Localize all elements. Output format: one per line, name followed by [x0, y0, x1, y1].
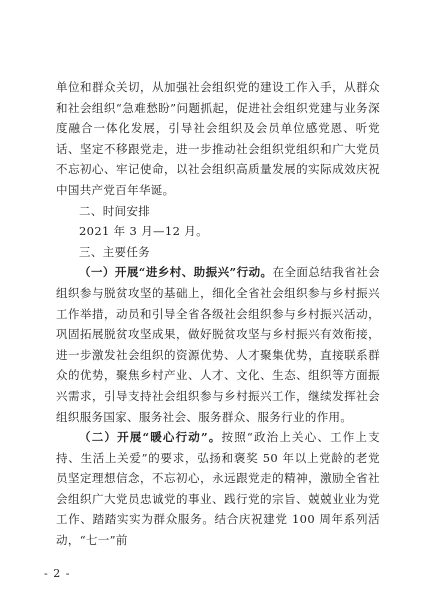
section-2-heading: 二、时间安排	[79, 203, 151, 218]
task-2-title: （二）开展“暖心行动”。	[79, 430, 222, 445]
intro-paragraph: 单位和群众关切，从加强社会组织党的建设工作入手，从群众和社会组织“急难愁盼”问题抓起，促进社会组织党建与业务深度融合一体化发展，引导社会组织及会员单位感党恩、听党话、坚定不移跟党走，进一步推动社会组织党组织和广大党员不忘初心、牢记使命，以社会组织高质量发展的实际成效庆祝中国共产党百年华诞。	[56, 80, 380, 197]
task-1-body: 在全面总结我省社会组织参与脱贫攻坚的基础上，细化全省社会组织参与乡村振兴工作举措，动员和引导全省各级社会组织参与乡村振兴活动，巩固拓展脱贫攻坚成果，做好脱贫攻坚与乡村振兴有效衔接，进一步激发社会组织的资源优势、人才聚集优势，直接联系群众的优势，聚焦乡村产业、人才、文化、生态、组织等方面振兴需求，引导支持社会组织参与乡村振兴工作，继续发挥社会组织服务国家、服务社会、服务群众、服务行业的作用。	[56, 265, 380, 424]
task-1-paragraph	[56, 262, 380, 427]
page-number: - 2 -	[44, 567, 71, 580]
document-body	[56, 77, 380, 551]
section-3-heading: 三、主要任务	[79, 244, 151, 259]
section-2-body: 2021 年 3 月—12 月。	[79, 224, 208, 239]
task-2-paragraph	[56, 427, 380, 551]
task-1-title: （一）开展“进乡村、助振兴”行动。	[79, 265, 273, 280]
task-2-body: 按照“政治上关心、工作上支持、生活上关爱”的要求，弘扬和褒奖 50 年以上党龄的老党员坚定理想信念，不忘初心，永远跟党走的精神，激励全省社会组织广大党员忠诚党的事业、践行党的宗旨、兢兢业业为党工作、踏踏实实为群众服务。结合庆祝建党 100 周年系列活动，“七一”前	[56, 430, 380, 548]
